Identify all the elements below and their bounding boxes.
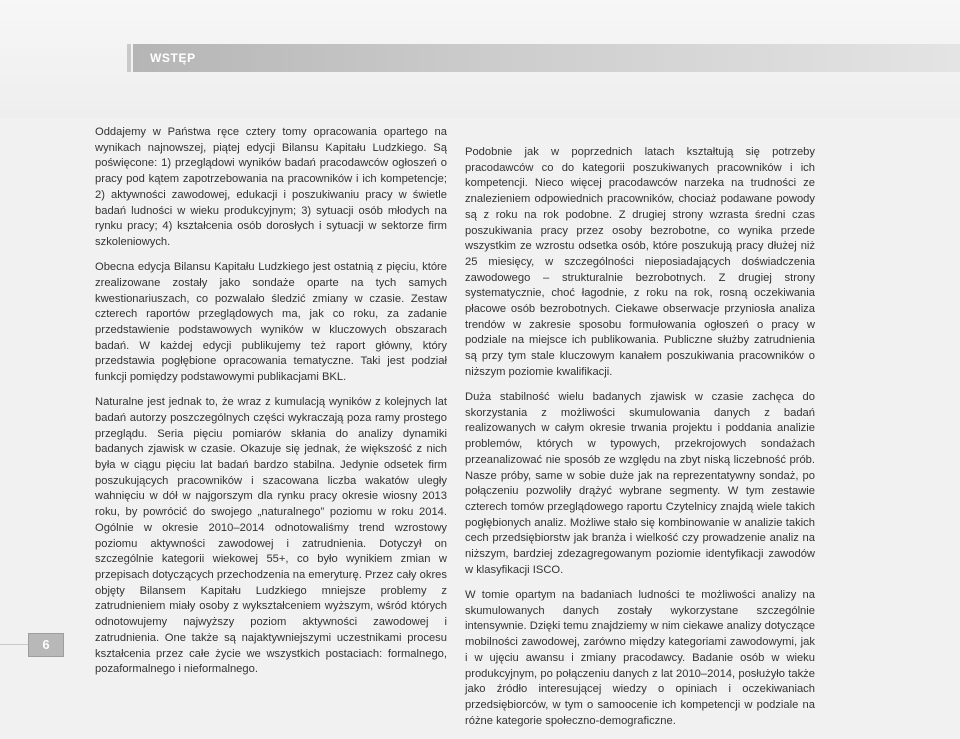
page-number: 6 [42,637,50,652]
paragraph: W tomie opartym na badaniach ludności te możliwości analizy na skumulowanych danych zostały wykorzystane szczególnie intensywnie. Dzięki temu znajdziemy w nim ciekawe analizy dotyczące mobilności zawodowej, zarówno między kategoriami zawodowymi, jak i w ujęciu awansu i zmiany pracodawcy. Badanie osób w wieku produkcyjnym, po połączeniu danych z lat 2010–2014, posłużyło także jako źródło interesującej wiedzy o opiniach i oczekiwaniach przedsiębiorców, w tym o samoocenie ich kompetencji w podziale na różne kategorie społeczno-demograficzne. [465,588,815,727]
paragraph: Duża stabilność wielu badanych zjawisk w czasie zachęca do skorzystania z możliwości skumulowania danych z badań realizowanych w całym okresie trwania projektu i poddania analizie problemów, których w typowych, przekrojowych sondażach przeanalizować nie sposób ze względu na zbyt niską liczebność prób. Nasze próby, same w sobie duże jak na reprezentatywny sondaż, po połączeniu pozwoliły drążyć wybrane segmenty. W tym zestawie czterech tomów przeglądowego raportu Czytelnicy znajdą wiele takich pogłębionych analiz. Możliwe stało się kombinowanie w analizie takich cech przedsiębiorstw jak branża i wielkość czy prowadzenie analiz na niższym, bardziej zdezagregowanym poziomie identyfikacji zawodów w klasyfikacji ISCO. [465,391,815,576]
paragraph: Podobnie jak w poprzednich latach kształtują się potrzeby pracodawców co do kategorii poszukiwanych pracowników i ich kompetencji. Nieco więcej pracodawców narzeka na trudności ze znalezieniem odpowiednich pracowników, chociaż podawane powody są z roku na rok podobne. Z drugiej strony wzrasta średni czas poszukiwania pracy przez osoby bezrobotne, co wynika przede wszystkim ze wzrostu odsetka osób, które poszukują pracy dłużej niż 25 miesięcy, w szczególności nieposiadających doświadczenia zawodowego – strukturalnie bezrobotnych. Z drugiej strony systematycznie, choć łagodnie, z roku na rok, rosną oczekiwania płacowe osób bezrobotnych. Ciekawe obserwacje przyniosła analiza trendów w zakresie sposobu formułowania ogłoszeń o pracy w podziale na miejsce ich publikowania. Publiczne służby zatrudnienia są przy tym stale kluczowym kanałem poszukiwania pracowników o niższym poziomie kwalifikacji. [465,146,815,378]
footer-rule [0,644,28,645]
paragraph: Oddajemy w Państwa ręce cztery tomy opracowania opartego na wynikach najnowszej, piątej edycji Bilansu Kapitału Ludzkiego. Są poświęcone: 1) przeglądowi wyników badań pracodawców ogłoszeń o pracy pod kątem zapotrzebowania na pracowników i ich kompetencje; 2) aktywności zawodowej, edukacji i poszukiwaniu pracy w świetle badań ludności w wieku produkcyjnym; 3) sytuacji osób młodych na rynku pracy; 4) kształcenia osób dorosłych i sytuacji w sektorze firm szkoleniowych. [95,126,447,248]
section-bar-accent [127,44,131,72]
section-header-bar [133,44,960,72]
page-number-badge [28,633,64,657]
section-title: WSTĘP [150,51,196,65]
paragraph: Naturalne jest jednak to, że wraz z kumulacją wyników z kolejnych lat badań autorzy poszczególnych części wykraczają poza ramy prostego przeglądu. Seria pięciu pomiarów skłania do analizy dynamiki badanych zjawisk w czasie. Okazuje się jednak, że większość z nich była w ciągu pięciu lat badań bardzo stabilna. Jedynie odsetek firm poszukujących pracowników i szacowana liczba wakatów uległy wahnięciu w dół w najgorszym dla rynku pracy okresie wiosny 2013 roku, by powrócić do swojego „naturalnego” poziomu w roku 2014. Ogólnie w okresie 2010–2014 odnotowaliśmy trend wzrostowy poziomu aktywności zawodowej i zatrudnienia. Dotyczył on szczególnie kategorii wiekowej 55+, co było wynikiem zmian w przepisach dotyczących przechodzenia na emeryturę. Przez cały okres objęty Bilansem Kapitału Ludzkiego mniejsze problemy z zatrudnieniem miały osoby z wykształceniem wyższym, wśród których odnotowujemy najwyższy poziom aktywności zawodowej i zatrudnienia. One także są najaktywniejszymi uczestnikami procesu kształcenia przez całe życie we wszystkich postaciach: formalnego, pozaformalnego i nieformalnego. [95,396,447,676]
paragraph: Obecna edycja Bilansu Kapitału Ludzkiego jest ostatnią z pięciu, które zrealizowane zostały jako sondaże oparte na tych samych kwestionariuszach, co pozwalało śledzić zmiany w czasie. Zestaw czterech raportów przeglądowych ma, jak co roku, za zadanie przedstawienie podstawowych wyników w kluczowych obszarach badań. W każdej edycji publikujemy też raport główny, który przedstawia pogłębione opracowania tematyczne. Taki jest podział funkcji pomiędzy podstawowymi publikacjami BKL. [95,261,447,384]
left-text-column [95,125,447,687]
right-text-column [465,145,815,739]
